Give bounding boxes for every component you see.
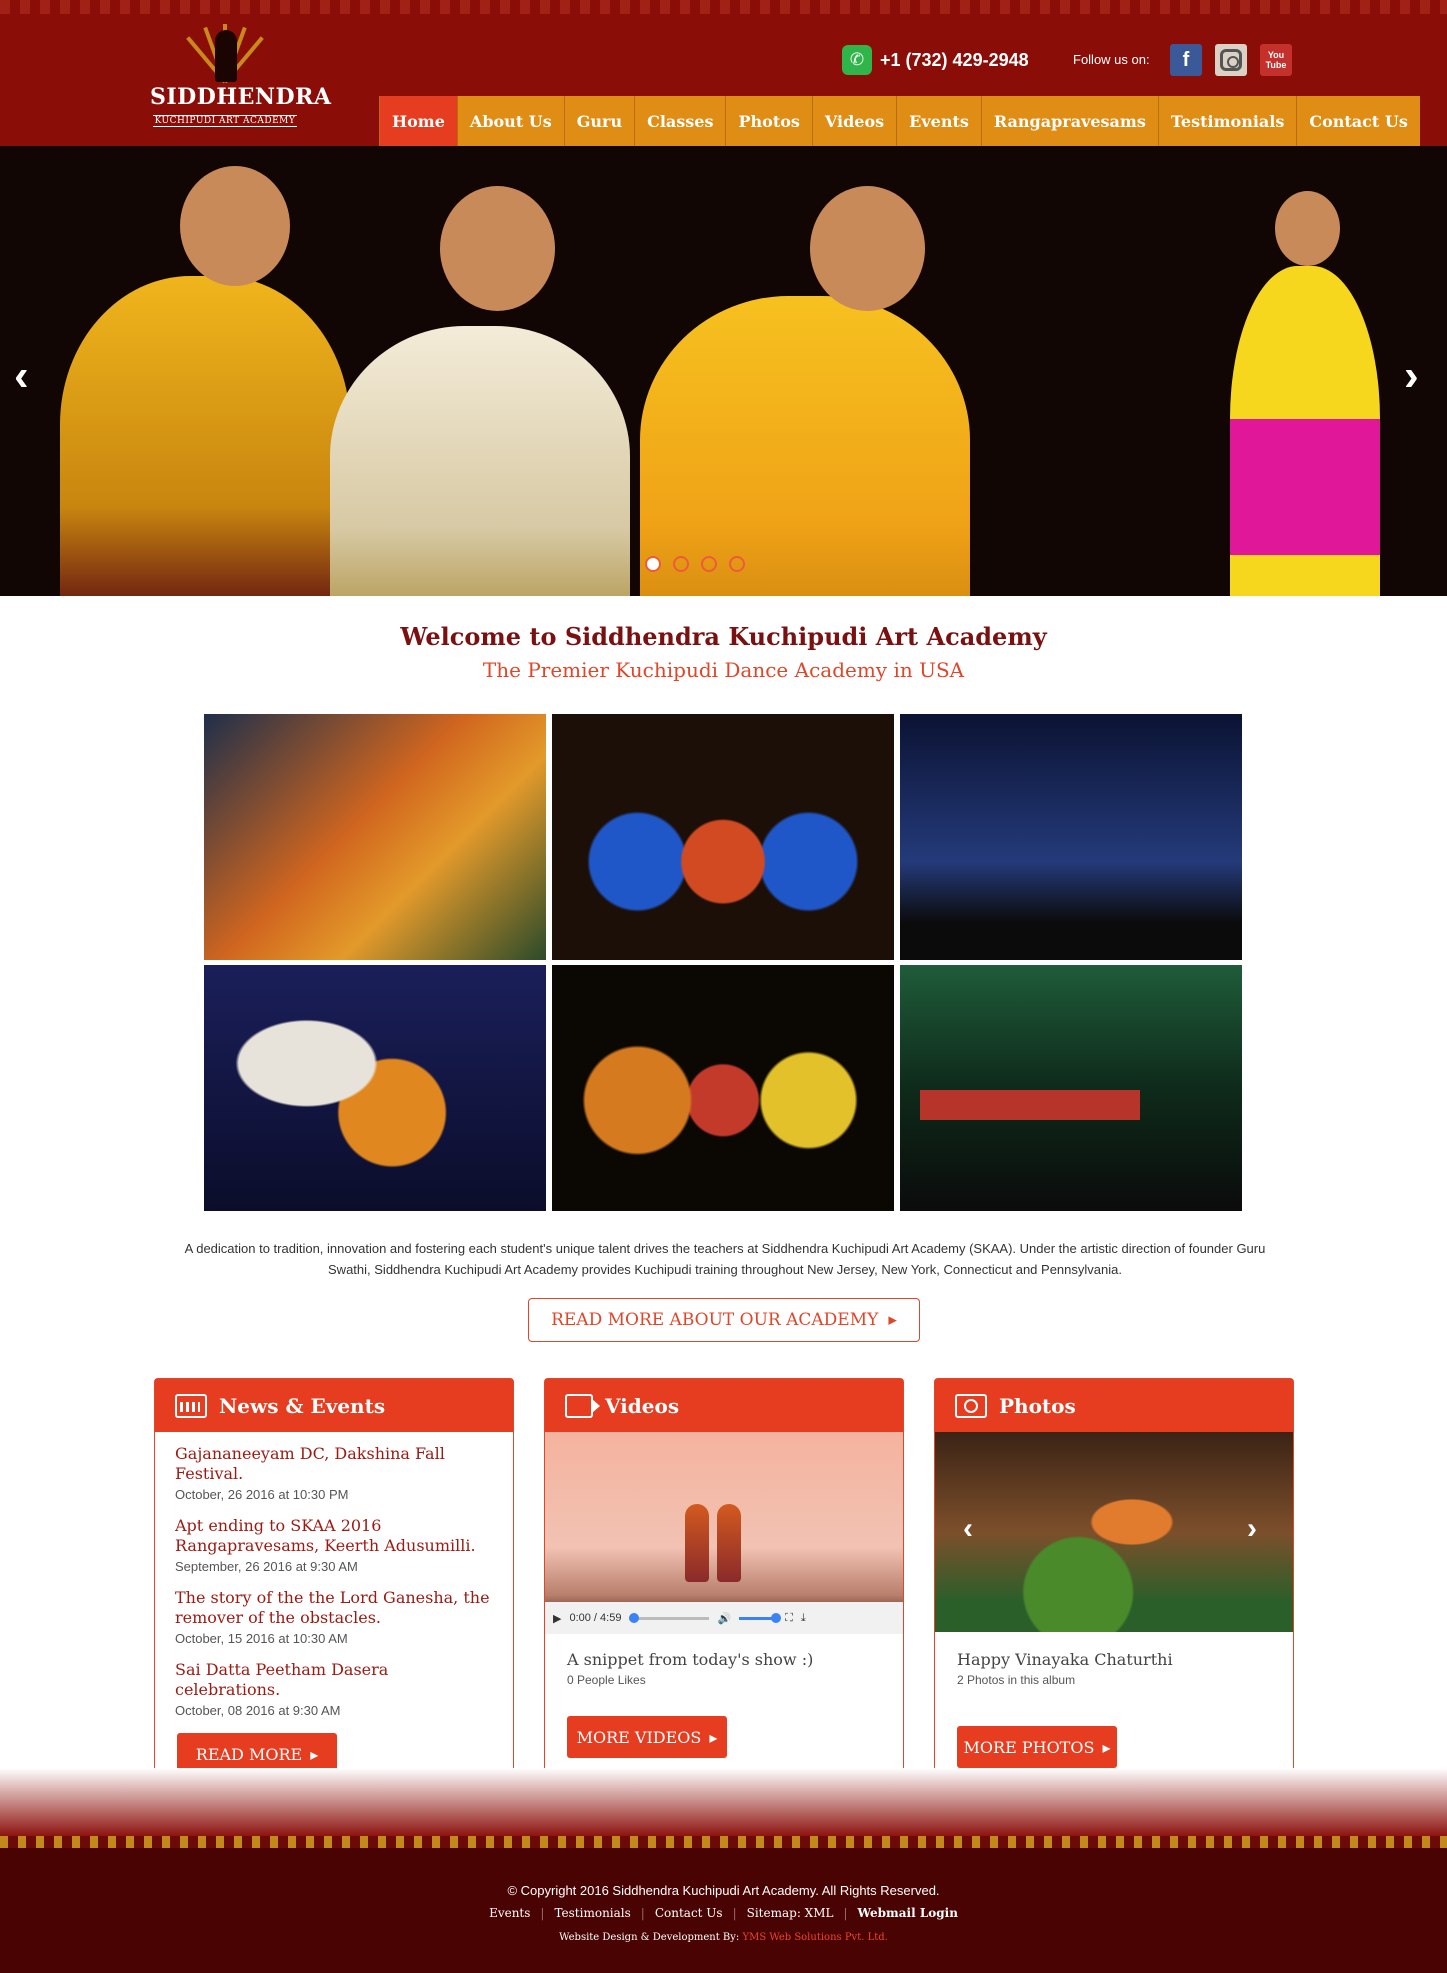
calendar-icon: [175, 1394, 207, 1418]
news-date: October, 08 2016 at 9:30 AM: [175, 1703, 341, 1718]
follow-label: Follow us on:: [1073, 52, 1150, 67]
footer-links: [0, 1906, 1447, 1920]
video-camera-icon: [565, 1394, 593, 1418]
copyright-text: © Copyright 2016 Siddhendra Kuchipudi Art Academy. All Rights Reserved.: [507, 1883, 940, 1898]
gallery-photo[interactable]: [552, 714, 894, 960]
video-player[interactable]: [545, 1432, 903, 1624]
video-controls: [545, 1602, 903, 1634]
logo-subtitle: KUCHIPUDI ART ACADEMY: [154, 116, 296, 126]
news-events-heading: News & Events: [219, 1393, 386, 1418]
whatsapp-icon: ✆: [842, 45, 872, 75]
videos-panel: [544, 1378, 904, 1798]
footer-separator: |: [732, 1906, 737, 1920]
news-events-header: [155, 1379, 513, 1432]
news-list: [155, 1432, 513, 1718]
slide-photo-face: [1275, 191, 1340, 266]
dancer-logo-icon: [190, 12, 260, 82]
footer-link-sitemap[interactable]: Sitemap: XML: [746, 1906, 834, 1920]
news-date: September, 26 2016 at 9:30 AM: [175, 1559, 358, 1574]
welcome-subtitle: The Premier Kuchipudi Dance Academy in USA: [482, 658, 965, 682]
phone-contact[interactable]: [842, 45, 1029, 75]
slide-photo-face: [180, 166, 290, 286]
footer-border-pattern: [0, 1836, 1447, 1848]
photos-panel: [934, 1378, 1294, 1798]
site-logo[interactable]: [150, 12, 332, 137]
slider-dot[interactable]: [701, 556, 717, 572]
nav-classes[interactable]: Classes: [634, 96, 725, 146]
caret-right-icon: ▸: [709, 1727, 718, 1747]
photo-gallery: [204, 714, 1242, 1211]
volume-icon[interactable]: 🔊: [717, 1612, 732, 1625]
instagram-icon[interactable]: [1215, 44, 1247, 76]
gallery-photo[interactable]: [204, 714, 546, 960]
fullscreen-icon[interactable]: ⛶: [785, 1611, 793, 1624]
caret-right-icon: ▸: [1102, 1737, 1111, 1757]
hero-slider: [0, 146, 1447, 596]
more-videos-label: MORE VIDEOS: [576, 1727, 702, 1747]
read-more-academy-label: READ MORE ABOUT OUR ACADEMY: [551, 1310, 879, 1330]
news-events-panel: [154, 1378, 514, 1798]
video-frame-dancer: [685, 1504, 709, 1582]
photos-heading: Photos: [999, 1393, 1076, 1418]
play-icon[interactable]: ▶: [553, 1612, 562, 1625]
site-header: [0, 0, 1447, 146]
slide-photo-dancer: [60, 276, 350, 596]
nav-about-us[interactable]: About Us: [457, 96, 564, 146]
news-item: [175, 1660, 493, 1718]
read-more-academy-button[interactable]: [528, 1298, 920, 1342]
footer-link-testimonials[interactable]: Testimonials: [554, 1906, 631, 1920]
album-title: Happy Vinayaka Chaturthi: [957, 1650, 1173, 1669]
videos-heading: Videos: [605, 1393, 680, 1418]
slide-photo-face: [810, 186, 925, 311]
facebook-icon[interactable]: f: [1170, 44, 1202, 76]
youtube-icon[interactable]: You Tube: [1260, 44, 1292, 76]
video-caption-title: A snippet from today's show :): [567, 1650, 814, 1669]
gallery-photo[interactable]: [204, 965, 546, 1211]
slider-prev-icon[interactable]: ‹: [14, 351, 29, 400]
album-slideshow[interactable]: [935, 1432, 1293, 1632]
news-item: [175, 1444, 493, 1502]
site-footer: [0, 1836, 1447, 1973]
main-nav: [379, 96, 1420, 146]
logo-title: SIDDHENDRA: [150, 84, 332, 110]
news-title-link[interactable]: Gajananeeyam DC, Dakshina Fall Festival.: [175, 1444, 445, 1483]
news-title-link[interactable]: Sai Datta Peetham Dasera celebrations.: [175, 1660, 389, 1699]
footer-fade: [0, 1768, 1447, 1838]
footer-separator: |: [640, 1906, 645, 1920]
more-photos-button[interactable]: [957, 1726, 1117, 1768]
caret-right-icon: ▸: [310, 1744, 319, 1764]
slider-dots: [645, 556, 745, 572]
read-more-news-label: READ MORE: [195, 1744, 303, 1764]
slide-photo-dancer: [1230, 266, 1380, 596]
slider-dot[interactable]: [673, 556, 689, 572]
footer-separator: |: [843, 1906, 848, 1920]
academy-description: A dedication to tradition, innovation and fostering each student's unique talent drives the teachers at Siddhendra Kuchipudi Art Academy (SKAA). Under the artistic direction of founder Guru Swathi, Siddhendra Kuchipudi Art Academy provides Kuchipudi training throughout New Jersey, New York, Connecticut and Pennsylvania.: [184, 1241, 1266, 1277]
album-caption: [935, 1632, 1293, 1687]
slider-dot[interactable]: [729, 556, 745, 572]
news-item: [175, 1588, 493, 1646]
nav-photos[interactable]: Photos: [725, 96, 811, 146]
gallery-photo[interactable]: [900, 714, 1242, 960]
gallery-photo[interactable]: [552, 965, 894, 1211]
album-prev-icon[interactable]: ‹: [963, 1512, 973, 1545]
photos-header: [935, 1379, 1293, 1432]
videos-header: [545, 1379, 903, 1432]
video-likes: 0 People Likes: [567, 1673, 646, 1687]
nav-guru[interactable]: Guru: [564, 96, 634, 146]
video-seek-bar[interactable]: [629, 1617, 709, 1620]
caret-right-icon: ▸: [888, 1310, 897, 1330]
footer-separator: |: [540, 1906, 545, 1920]
volume-slider[interactable]: [739, 1617, 777, 1620]
album-count: 2 Photos in this album: [957, 1673, 1076, 1687]
news-item: [175, 1516, 493, 1574]
news-date: October, 26 2016 at 10:30 PM: [175, 1487, 349, 1502]
video-frame-dancer: [717, 1504, 741, 1582]
more-videos-button[interactable]: [567, 1716, 727, 1758]
nav-events[interactable]: Events: [896, 96, 981, 146]
video-time: 0:00 / 4:59: [569, 1612, 622, 1624]
nav-home[interactable]: Home: [379, 96, 457, 146]
nav-rangapravesams[interactable]: Rangapravesams: [981, 96, 1158, 146]
slider-next-icon[interactable]: ›: [1404, 351, 1419, 400]
slide-photo-dancer: [640, 296, 970, 596]
slider-dot[interactable]: [645, 556, 661, 572]
news-date: October, 15 2016 at 10:30 AM: [175, 1631, 348, 1646]
slide-photo-dancer: [330, 326, 630, 596]
footer-link-webmail[interactable]: Webmail Login: [857, 1906, 958, 1920]
developer-credit: [0, 1932, 1447, 1943]
credit-link[interactable]: YMS Web Solutions Pvt. Ltd.: [742, 1932, 888, 1943]
news-title-link[interactable]: The story of the the Lord Ganesha, the remover of the obstacles.: [175, 1588, 490, 1627]
nav-videos[interactable]: Videos: [812, 96, 896, 146]
credit-prefix: Website Design & Development By:: [559, 1932, 740, 1943]
footer-link-events[interactable]: Events: [489, 1906, 531, 1920]
nav-testimonials[interactable]: Testimonials: [1158, 96, 1297, 146]
welcome-title: Welcome to Siddhendra Kuchipudi Art Academy: [400, 622, 1047, 651]
slide-photo-face: [440, 186, 555, 311]
gallery-photo[interactable]: [900, 965, 1242, 1211]
nav-contact-us[interactable]: Contact Us: [1296, 96, 1419, 146]
phone-number: +1 (732) 429-2948: [880, 49, 1029, 70]
download-icon[interactable]: ⤓: [800, 1611, 806, 1624]
album-next-icon[interactable]: ›: [1247, 1512, 1257, 1545]
news-title-link[interactable]: Apt ending to SKAA 2016 Rangapravesams, Keerth Adusumilli.: [175, 1516, 476, 1555]
more-photos-label: MORE PHOTOS: [963, 1737, 1095, 1757]
photo-album-icon: [955, 1394, 987, 1418]
footer-link-contact-us[interactable]: Contact Us: [654, 1906, 723, 1920]
